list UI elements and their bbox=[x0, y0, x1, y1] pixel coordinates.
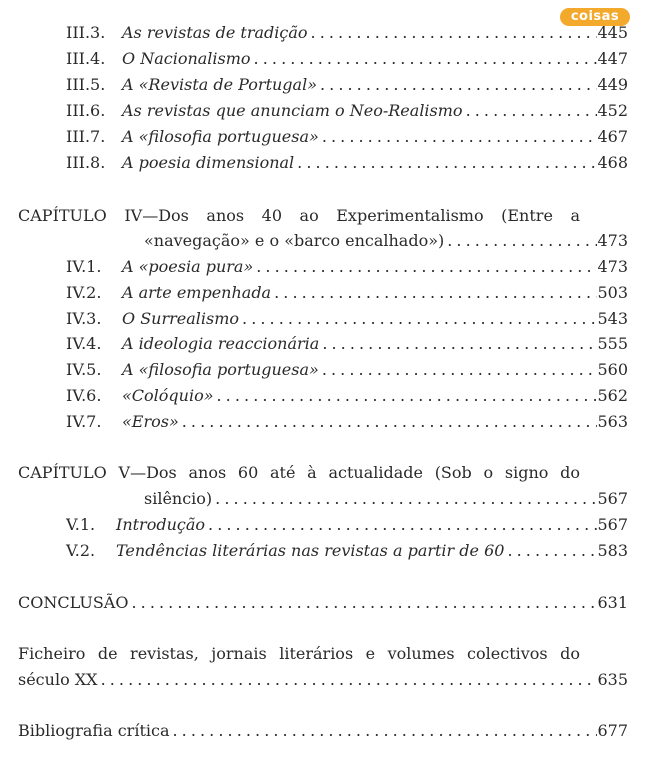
dot-leader bbox=[319, 359, 598, 381]
entry-number: III.5. bbox=[66, 75, 106, 94]
entry-title: «Colóquio» bbox=[122, 386, 214, 405]
entry-number: III.6. bbox=[66, 101, 106, 120]
dot-leader bbox=[308, 22, 598, 44]
entry-page: 583 bbox=[597, 541, 628, 560]
dot-leader bbox=[205, 514, 597, 536]
entry-page: 543 bbox=[597, 309, 628, 328]
chapter-heading-continued[interactable] bbox=[144, 488, 628, 510]
dot-leader bbox=[317, 74, 597, 96]
entry-page: 677 bbox=[597, 721, 628, 740]
entry-title-line[interactable]: Ficheiro de revistas, jornais literários e volumes colectivos do bbox=[18, 644, 580, 663]
dot-leader bbox=[504, 540, 597, 562]
dot-leader bbox=[444, 230, 597, 252]
entry-number: V.2. bbox=[66, 541, 96, 560]
entry-title: A arte empenhada bbox=[122, 283, 272, 302]
chapter-subtitle: «navegação» e o «barco encalhado») bbox=[144, 231, 445, 250]
entry-page: 467 bbox=[597, 127, 628, 146]
entry-title: A «poesia pura» bbox=[122, 257, 254, 276]
chapter-heading[interactable]: CAPÍTULO V—Dos anos 60 até à actualidade (Sob o signo do bbox=[18, 463, 580, 482]
entry-page: 447 bbox=[597, 49, 628, 68]
entry-title: A ideologia reaccionária bbox=[122, 334, 320, 353]
entry-page: 560 bbox=[597, 360, 628, 379]
entry-number: III.3. bbox=[66, 23, 106, 42]
entry-title: A poesia dimensional bbox=[122, 153, 295, 172]
toc-entry[interactable] bbox=[66, 359, 628, 381]
entry-title: A «filosofia portuguesa» bbox=[122, 360, 319, 379]
toc-entry-ficheiro[interactable] bbox=[18, 669, 628, 691]
entry-page: 635 bbox=[597, 670, 628, 689]
dot-leader bbox=[98, 669, 598, 691]
entry-title: Bibliografia crítica bbox=[18, 721, 170, 740]
entry-page: 503 bbox=[597, 283, 628, 302]
entry-title: século XX bbox=[18, 670, 98, 689]
chapter-subtitle: silêncio) bbox=[144, 489, 213, 508]
chapter-heading-continued[interactable] bbox=[144, 230, 628, 252]
dot-leader bbox=[179, 411, 598, 433]
dot-leader bbox=[251, 48, 598, 70]
dot-leader bbox=[253, 256, 597, 278]
entry-number: IV.4. bbox=[66, 334, 102, 353]
entry-number: IV.1. bbox=[66, 257, 102, 276]
dot-leader bbox=[128, 592, 597, 614]
toc-entry[interactable] bbox=[66, 48, 628, 70]
entry-title: A «filosofia portuguesa» bbox=[122, 127, 319, 146]
entry-title: Tendências literárias nas revistas a partir de 60 bbox=[116, 541, 505, 560]
toc-entry[interactable] bbox=[66, 540, 628, 562]
toc-entry[interactable] bbox=[66, 74, 628, 96]
coisas-watermark-logo: coisas bbox=[560, 8, 630, 26]
entry-title: CONCLUSÃO bbox=[18, 593, 129, 612]
entry-number: IV.7. bbox=[66, 412, 102, 431]
entry-number: III.7. bbox=[66, 127, 106, 146]
toc-entry[interactable] bbox=[66, 100, 628, 122]
toc-entry-bibliografia[interactable] bbox=[18, 720, 628, 742]
entry-title: As revistas que anunciam o Neo-Realismo bbox=[122, 101, 463, 120]
entry-page: 468 bbox=[597, 153, 628, 172]
entry-page: 473 bbox=[597, 257, 628, 276]
entry-title: As revistas de tradição bbox=[122, 23, 308, 42]
entry-number: III.4. bbox=[66, 49, 106, 68]
entry-page: 563 bbox=[597, 412, 628, 431]
entry-number: III.8. bbox=[66, 153, 106, 172]
entry-title: O Nacionalismo bbox=[122, 49, 251, 68]
entry-page: 567 bbox=[597, 489, 628, 508]
chapter-heading[interactable]: CAPÍTULO IV—Dos anos 40 ao Experimentalismo (Entre a bbox=[18, 206, 580, 225]
entry-number: IV.5. bbox=[66, 360, 102, 379]
dot-leader bbox=[319, 333, 597, 355]
dot-leader bbox=[239, 308, 597, 330]
entry-page: 555 bbox=[597, 334, 628, 353]
toc-entry[interactable] bbox=[66, 411, 628, 433]
toc-entry[interactable] bbox=[66, 256, 628, 278]
toc-entry[interactable] bbox=[66, 282, 628, 304]
entry-number: IV.6. bbox=[66, 386, 102, 405]
entry-page: 445 bbox=[597, 23, 628, 42]
dot-leader bbox=[271, 282, 597, 304]
toc-entry[interactable] bbox=[66, 126, 628, 148]
entry-title: «Eros» bbox=[122, 412, 179, 431]
dot-leader bbox=[319, 126, 598, 148]
entry-title: A «Revista de Portugal» bbox=[122, 75, 317, 94]
entry-page: 449 bbox=[597, 75, 628, 94]
dot-leader bbox=[294, 152, 597, 174]
entry-page: 562 bbox=[597, 386, 628, 405]
toc-entry[interactable] bbox=[66, 308, 628, 330]
toc-entry-conclusion[interactable] bbox=[18, 592, 628, 614]
toc-entry[interactable] bbox=[66, 333, 628, 355]
entry-title: Introdução bbox=[116, 515, 206, 534]
entry-page: 567 bbox=[597, 515, 628, 534]
dot-leader bbox=[169, 720, 597, 742]
entry-number: IV.2. bbox=[66, 283, 102, 302]
entry-number: V.1. bbox=[66, 515, 96, 534]
toc-entry[interactable] bbox=[66, 152, 628, 174]
toc-entry[interactable] bbox=[66, 22, 628, 44]
dot-leader bbox=[214, 385, 598, 407]
entry-page: 473 bbox=[597, 231, 628, 250]
entry-number: IV.3. bbox=[66, 309, 102, 328]
dot-leader bbox=[212, 488, 597, 510]
entry-page: 631 bbox=[597, 593, 628, 612]
dot-leader bbox=[463, 100, 598, 122]
entry-title: O Surrealismo bbox=[122, 309, 240, 328]
toc-entry[interactable] bbox=[66, 385, 628, 407]
entry-page: 452 bbox=[597, 101, 628, 120]
toc-entry[interactable] bbox=[66, 514, 628, 536]
